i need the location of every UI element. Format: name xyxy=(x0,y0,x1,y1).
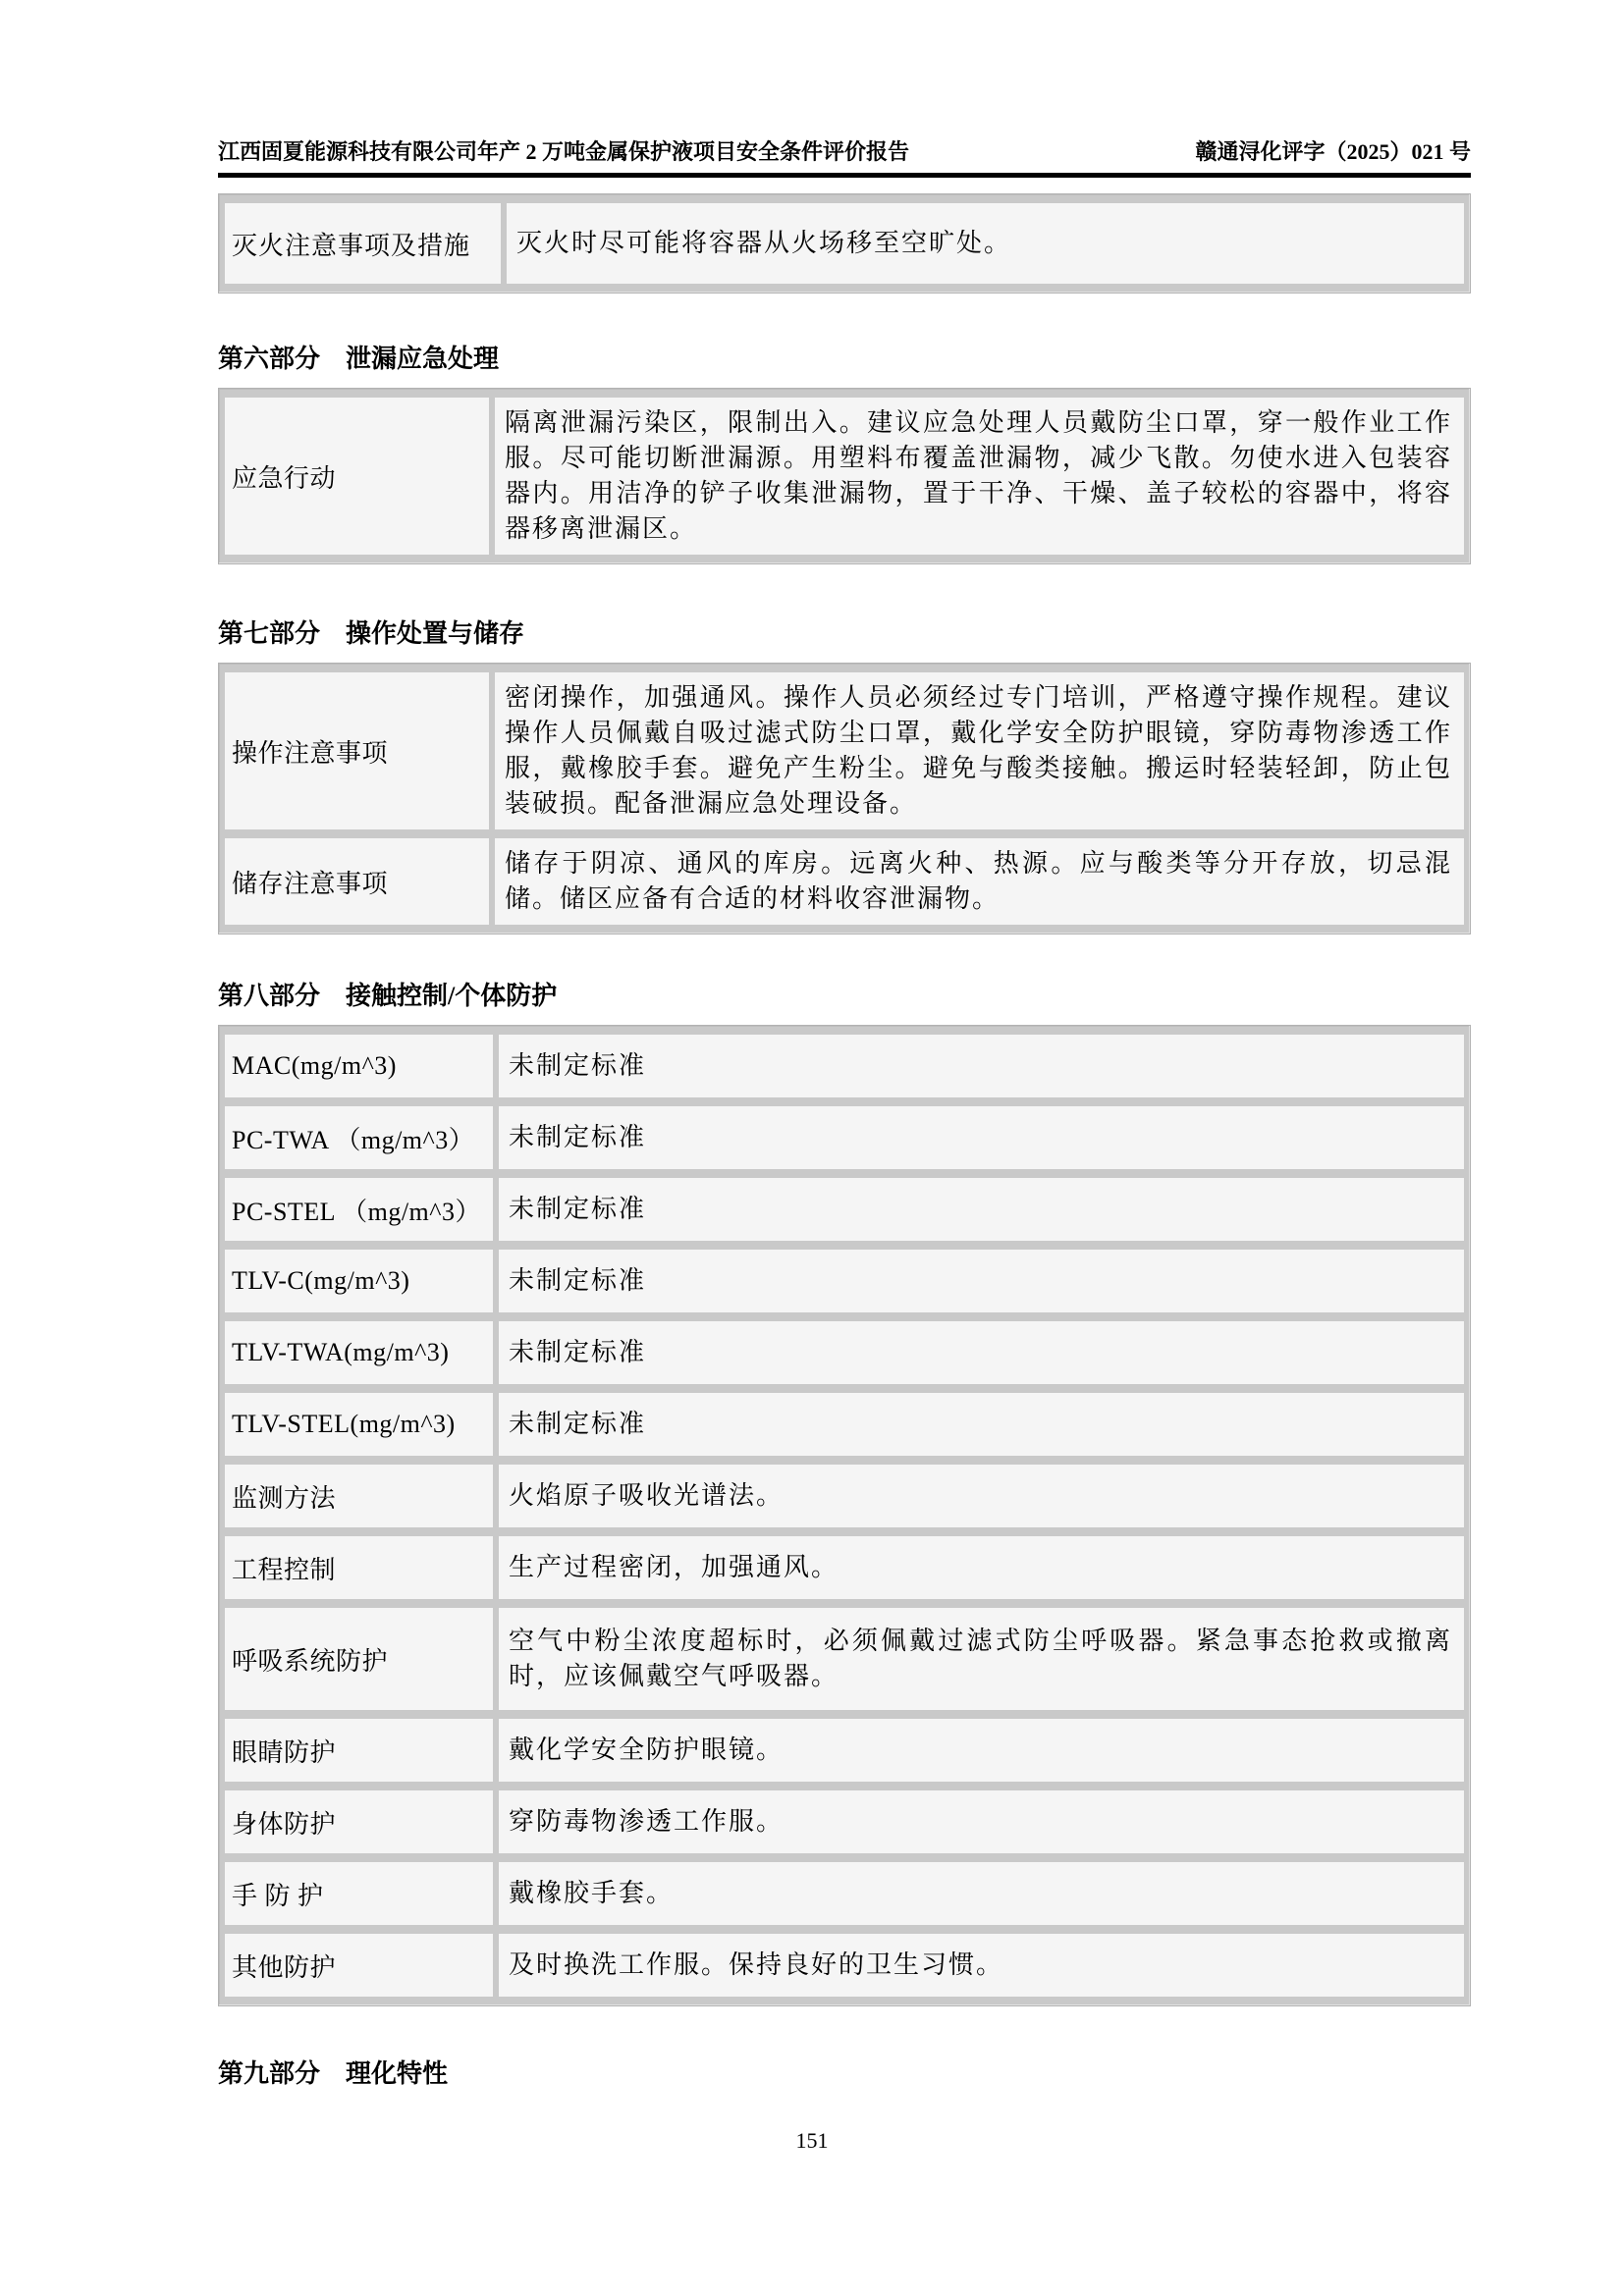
section-title-part9: 第九部分 理化特性 xyxy=(218,2059,449,2088)
row-label: 手 防 护 xyxy=(225,1862,493,1925)
row-label: PC-STEL （mg/m^3） xyxy=(225,1178,493,1241)
table-row xyxy=(225,1934,1464,1997)
row-label: PC-TWA （mg/m^3） xyxy=(225,1106,493,1169)
section-title-part7: 第七部分 操作处置与储存 xyxy=(218,619,525,648)
table-row xyxy=(225,1250,1464,1312)
row-label: 其他防护 xyxy=(225,1934,493,1997)
row-value: 未制定标准 xyxy=(499,1393,1464,1456)
row-value: 密闭操作，加强通风。操作人员必须经过专门培训，严格遵守操作规程。建议操作人员佩戴自吸过滤式防尘口罩，戴化学安全防护眼镜，穿防毒物渗透工作服，戴橡胶手套。避免产生粉尘。避免与酸类接触。搬运时轻装轻卸，防止包装破损。配备泄漏应急处理设备。 xyxy=(495,672,1464,829)
page-header xyxy=(218,135,1471,178)
table-row xyxy=(225,203,1464,284)
table-row xyxy=(225,1106,1464,1169)
table-row xyxy=(225,1790,1464,1853)
row-label: 操作注意事项 xyxy=(225,672,489,829)
row-value: 穿防毒物渗透工作服。 xyxy=(499,1790,1464,1853)
row-label: 储存注意事项 xyxy=(225,838,489,925)
header-document-number: 赣通浔化评字（2025）021 号 xyxy=(1195,139,1471,164)
row-value: 灭火时尽可能将容器从火场移至空旷处。 xyxy=(507,203,1464,284)
row-label: TLV-TWA(mg/m^3) xyxy=(225,1321,493,1384)
row-value: 戴橡胶手套。 xyxy=(499,1862,1464,1925)
table-row xyxy=(225,1178,1464,1241)
exposure-control-table xyxy=(218,1025,1471,2006)
section-title-part6: 第六部分 泄漏应急处理 xyxy=(218,345,500,373)
row-label: 应急行动 xyxy=(225,398,489,555)
row-value: 未制定标准 xyxy=(499,1178,1464,1241)
table-row xyxy=(225,1608,1464,1710)
row-value: 未制定标准 xyxy=(499,1250,1464,1312)
leak-response-table xyxy=(218,388,1471,564)
table-row xyxy=(225,1393,1464,1456)
section-title-part8: 第八部分 接触控制/个体防护 xyxy=(218,982,558,1010)
page-content xyxy=(218,135,1471,2091)
row-value: 生产过程密闭，加强通风。 xyxy=(499,1536,1464,1599)
row-label: TLV-C(mg/m^3) xyxy=(225,1250,493,1312)
row-value: 戴化学安全防护眼镜。 xyxy=(499,1719,1464,1782)
table-row xyxy=(225,1536,1464,1599)
row-value: 火焰原子吸收光谱法。 xyxy=(499,1465,1464,1527)
row-value: 隔离泄漏污染区，限制出入。建议应急处理人员戴防尘口罩，穿一般作业工作服。尽可能切断泄漏源。用塑料布覆盖泄漏物，减少飞散。勿使水进入包装容器内。用洁净的铲子收集泄漏物，置于干净、干燥、盖子较松的容器中，将容器移离泄漏区。 xyxy=(495,398,1464,555)
row-value: 储存于阴凉、通风的库房。远离火种、热源。应与酸类等分开存放，切忌混储。储区应备有合适的材料收容泄漏物。 xyxy=(495,838,1464,925)
table-row xyxy=(225,1862,1464,1925)
header-report-title: 江西固夏能源科技有限公司年产 2 万吨金属保护液项目安全条件评价报告 xyxy=(218,139,910,164)
table-row xyxy=(225,672,1464,829)
handling-storage-table xyxy=(218,663,1471,934)
table-row xyxy=(225,838,1464,925)
table-row xyxy=(225,1321,1464,1384)
row-label: 监测方法 xyxy=(225,1465,493,1527)
table-row xyxy=(225,398,1464,555)
row-value: 及时换洗工作服。保持良好的卫生习惯。 xyxy=(499,1934,1464,1997)
row-label: 灭火注意事项及措施 xyxy=(225,203,501,284)
page-number: 151 xyxy=(795,2128,829,2153)
row-label: MAC(mg/m^3) xyxy=(225,1035,493,1097)
table-row xyxy=(225,1035,1464,1097)
table-row xyxy=(225,1719,1464,1782)
row-value: 未制定标准 xyxy=(499,1321,1464,1384)
row-label: 眼睛防护 xyxy=(225,1719,493,1782)
row-label: TLV-STEL(mg/m^3) xyxy=(225,1393,493,1456)
row-label: 呼吸系统防护 xyxy=(225,1608,493,1710)
fire-fighting-table xyxy=(218,193,1471,294)
row-label: 工程控制 xyxy=(225,1536,493,1599)
row-label: 身体防护 xyxy=(225,1790,493,1853)
table-row xyxy=(225,1465,1464,1527)
row-value: 空气中粉尘浓度超标时，必须佩戴过滤式防尘呼吸器。紧急事态抢救或撤离时，应该佩戴空气呼吸器。 xyxy=(499,1608,1464,1710)
row-value: 未制定标准 xyxy=(499,1035,1464,1097)
row-value: 未制定标准 xyxy=(499,1106,1464,1169)
